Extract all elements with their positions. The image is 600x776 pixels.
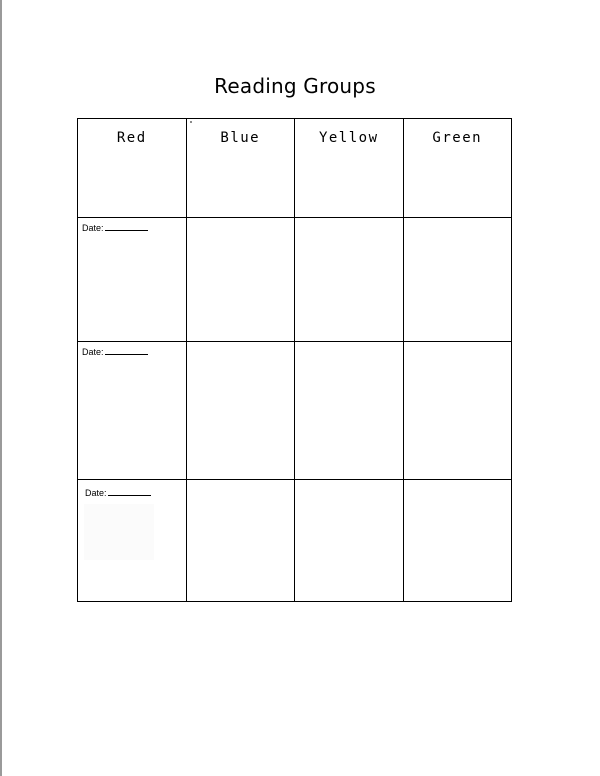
red-group-cell[interactable] [186, 217, 295, 342]
group-label-yellow: Yellow [318, 130, 379, 146]
red-group-cell[interactable] [186, 480, 295, 602]
paper-speck [190, 121, 192, 123]
date-blank-line [105, 222, 148, 231]
date-blank-line [105, 346, 148, 355]
group-label-red: Red [116, 130, 147, 146]
green-group-cell[interactable] [403, 217, 512, 342]
table-row [78, 342, 512, 480]
date-field [85, 487, 151, 498]
faint-patch [84, 504, 154, 560]
date-label: Date: [82, 347, 104, 358]
table-row [78, 217, 512, 342]
page-left-border [0, 0, 2, 776]
page-title: Reading Groups [214, 74, 376, 98]
reading-groups-table [77, 118, 512, 602]
date-label: Date: [85, 488, 107, 499]
green-group-cell[interactable] [403, 342, 512, 480]
table-header-row [78, 119, 512, 218]
yellow-group-cell[interactable] [295, 342, 404, 480]
date-label: Date: [82, 222, 104, 233]
date-blank-line [108, 487, 151, 496]
header-cell-blue [186, 119, 295, 218]
group-label-blue: Blue [220, 130, 261, 146]
red-group-cell[interactable] [186, 342, 295, 480]
group-label-green: Green [432, 130, 483, 146]
date-cell[interactable] [78, 217, 187, 342]
date-field [82, 346, 148, 357]
date-field [82, 222, 148, 233]
yellow-group-cell[interactable] [295, 480, 404, 602]
green-group-cell[interactable] [403, 480, 512, 602]
yellow-group-cell[interactable] [295, 217, 404, 342]
date-cell[interactable] [78, 342, 187, 480]
date-cell[interactable] [78, 480, 187, 602]
table-row [78, 480, 512, 602]
header-cell-yellow [295, 119, 404, 218]
header-cell-red [78, 119, 187, 218]
header-cell-green [403, 119, 512, 218]
